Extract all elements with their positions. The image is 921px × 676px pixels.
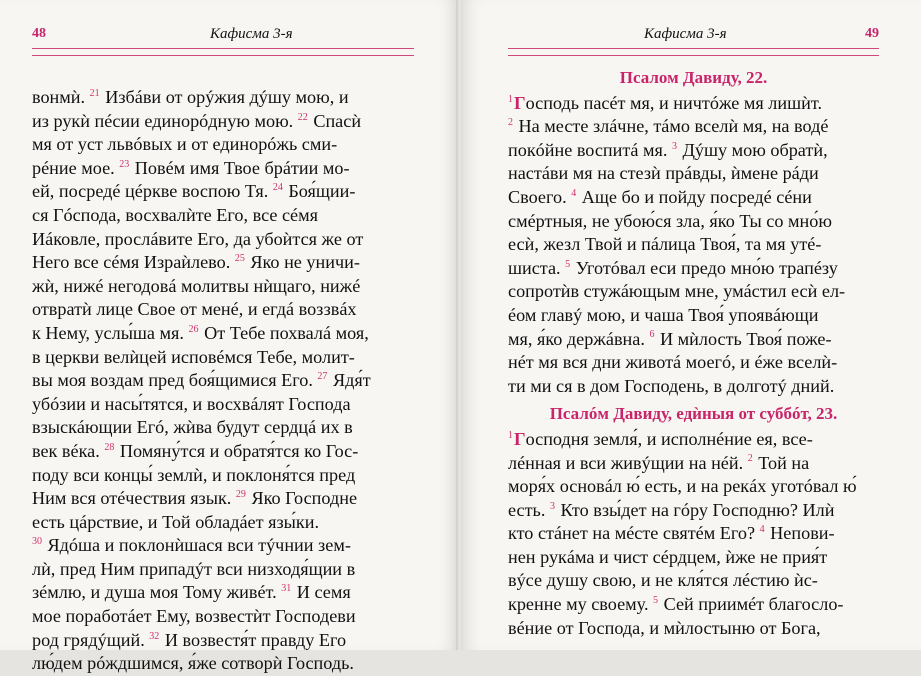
text-line <box>32 251 414 275</box>
text-line <box>508 257 879 281</box>
text-line <box>32 393 414 417</box>
text-run: мя, я́ко держáвна. <box>508 328 650 349</box>
text-run: Непови- <box>765 523 835 544</box>
text-line <box>32 322 414 346</box>
text-line <box>508 475 879 499</box>
text-line <box>508 210 879 234</box>
verse-number: 21 <box>89 87 100 99</box>
verse-number: 4 <box>759 524 765 536</box>
text-run: смéртныя, не убою́ся зла, я́ко Ты со мно́ю <box>508 210 832 231</box>
text-line <box>32 180 414 204</box>
text-line <box>32 86 414 110</box>
text-line <box>32 652 414 676</box>
text-line <box>32 464 414 488</box>
text-run: мое поработáет Ему, возвестѝт Господеви <box>32 606 356 627</box>
text-run: Помяну́тся и обратя́тся ко Гос- <box>115 440 359 461</box>
text-run: Повéм имя Твое брáтии мо- <box>130 157 350 178</box>
text-run: нен рукáма и чист сéрдцем, ѝже не прия́т <box>508 546 828 567</box>
text-run: убóзии и насы́тятся, и восхвáлят Господа <box>32 393 351 414</box>
text-run: И мѝлость Твоя́ поже- <box>655 328 832 349</box>
text-run: есѝ, жезл Твой и пáлица Твоя́, та мя утé- <box>508 234 822 255</box>
verse-number: 1 <box>508 429 513 441</box>
verse-number: 31 <box>281 583 292 595</box>
text-run: Уготóвал еси предо мно́ю трапéзу <box>571 257 838 278</box>
text-run: Спасѝ <box>308 110 362 131</box>
drop-initial: Г <box>514 92 526 113</box>
text-run: Ним вся отéчествия язык. <box>32 488 236 509</box>
text-run: Боя́щии- <box>283 181 356 202</box>
verse-number: 22 <box>297 111 308 123</box>
verse-number: 5 <box>653 595 659 606</box>
verse-number: 6 <box>649 329 655 341</box>
text-line <box>32 581 414 605</box>
text-line <box>508 593 879 617</box>
text-run: моря́х основáл ю́ есть, и на рекáх уготóвал ю́ <box>508 476 857 497</box>
left-page-header <box>32 26 414 46</box>
text-line <box>508 328 879 352</box>
text-line <box>508 186 879 210</box>
text-line <box>32 487 414 511</box>
text-run: жѝ, нижé негодовá молитвы нѝщаго, нижé <box>32 275 361 296</box>
text-line <box>32 157 414 181</box>
verse-number: 26 <box>188 323 199 335</box>
right-page <box>462 0 921 650</box>
text-run: род грядýщий. <box>32 629 150 650</box>
text-line <box>32 110 414 134</box>
text-line <box>32 511 414 535</box>
verse-number: 32 <box>149 630 160 642</box>
text-run: кто стáнет на мéсте святéм Его? <box>508 523 760 544</box>
text-run: осподь пасéт мя, и ничтóже мя лишѝт. <box>525 92 822 113</box>
text-run: вы моя воздам пред боя́щимися Его. <box>32 370 318 391</box>
verse-number: 29 <box>235 489 246 501</box>
verse-number: 23 <box>119 158 130 170</box>
text-line <box>32 298 414 322</box>
text-run: рéние мое. <box>32 157 120 178</box>
text-line <box>508 304 879 328</box>
text-line <box>32 133 414 157</box>
text-line <box>508 546 879 570</box>
text-line <box>508 115 879 139</box>
text-line <box>32 275 414 299</box>
text-run: И возвестя́т правду Его <box>160 629 347 650</box>
psalm-title: Псалом Давиду, 22. <box>619 68 768 87</box>
verse-number: 1 <box>508 93 513 105</box>
text-run: И семя <box>292 582 351 603</box>
verse-number: 27 <box>317 371 328 383</box>
text-run: Яко Господне <box>246 488 358 509</box>
text-run: из рукѝ пéсии единорóдную мою. <box>32 110 298 131</box>
page-number: 49 <box>865 26 879 41</box>
psalm-title: Псалóм Давиду, едѝныя от суббóт, 23. <box>549 404 838 424</box>
text-run: Своего. <box>508 186 572 207</box>
text-line <box>32 369 414 393</box>
text-line <box>32 416 414 440</box>
text-line <box>32 228 414 252</box>
header-rule <box>508 48 879 56</box>
text-run: ти ми ся в дом Господень, в долготý дний. <box>508 375 835 396</box>
left-page <box>0 0 458 674</box>
text-line <box>32 534 414 558</box>
text-line <box>508 351 879 375</box>
text-run: Ядя́т <box>328 370 371 391</box>
text-run: поду вси концы́ землѝ, и поклоня́тся пред <box>32 464 356 485</box>
text-run: отвратѝ лице Свое от менé, и егдá воззвáх <box>32 299 357 320</box>
text-run: На месте злáчне, тáмо вселѝ мя, на водé <box>514 116 829 137</box>
verse-number: 3 <box>549 500 555 512</box>
text-line <box>508 139 879 163</box>
verse-number: 2 <box>508 117 513 129</box>
text-line <box>508 428 879 452</box>
text-run: Ядóша и поклонѝшася вси тýчнии зем- <box>43 535 351 556</box>
text-line <box>508 92 879 116</box>
verse-number: 25 <box>234 253 245 265</box>
right-page-text <box>508 66 879 640</box>
drop-initial: Г <box>514 428 526 449</box>
running-head: Кафисма 3-я <box>644 26 727 42</box>
text-line <box>508 280 879 304</box>
text-run: ей, посредé цéркве воспою Тя. <box>32 181 273 202</box>
text-run: Иáковле, прослáвите Его, да убоѝтся же от <box>32 228 364 249</box>
verse-number: 4 <box>571 187 577 199</box>
text-line <box>32 204 414 228</box>
text-run: ся Гóспода, восхвалѝте Его, все сéмя <box>32 204 318 225</box>
text-run: Кто взы́дет на гóру Господню? Илѝ <box>555 499 835 520</box>
verse-number: 28 <box>104 441 115 453</box>
text-run: к Нему, услы́ша мя. <box>32 322 189 343</box>
text-run: настáви мя на стезѝ прáвды, ѝмене рáди <box>508 163 819 184</box>
text-run: покóйне воспитá мя. <box>508 139 672 160</box>
text-run: шиста. <box>508 257 566 278</box>
psalm-22-text <box>508 92 879 399</box>
text-run: Яко не уничи- <box>245 252 360 273</box>
verse-number: 3 <box>671 140 677 152</box>
text-run: вýсе душу свою, и не кля́тся лéстию ѝс- <box>508 570 818 591</box>
text-run: Сей приимéт благосло- <box>659 594 844 615</box>
text-line <box>508 499 879 523</box>
text-line <box>32 558 414 582</box>
verse-number: 5 <box>565 258 571 270</box>
text-run: взыскáющии Егó, жѝва будут сердцá их в <box>32 417 353 438</box>
text-run: éом главý мою, и чаша Твоя́ упоявáющи <box>508 304 819 325</box>
right-page-header <box>508 26 879 46</box>
text-run: вонмѝ. <box>32 87 90 107</box>
text-line <box>508 617 879 641</box>
page-number: 48 <box>32 26 46 41</box>
text-line <box>32 346 414 370</box>
text-line <box>32 629 414 653</box>
text-run: сопротѝв стужáющым мне, умáстил есѝ ел- <box>508 281 846 302</box>
text-run: нéт мя вся дни животá моегó, и éже вселѝ- <box>508 352 838 373</box>
text-run: Него все сéмя Израѝлево. <box>32 252 235 273</box>
text-run: осподня земля́, и исполнéние ея, все- <box>525 428 813 449</box>
text-run: есть цáрствие, и Той обладáет язы́ки. <box>32 511 320 532</box>
text-run: мя от уст львóвых и от единорóжь сми- <box>32 134 338 155</box>
text-run: Аще бо и пойду посредé сéни <box>577 186 812 207</box>
text-run: кренне му своему. <box>508 594 654 615</box>
header-rule <box>32 48 414 56</box>
text-line <box>32 605 414 629</box>
text-line <box>508 162 879 186</box>
text-line <box>32 440 414 464</box>
text-line <box>508 233 879 257</box>
verse-number: 2 <box>747 453 753 465</box>
text-run: Избáви от орýжия дýшу мою, и <box>100 87 349 107</box>
left-page-text <box>32 86 414 676</box>
text-run: лéнная и вси живýщии на нéй. <box>508 452 748 473</box>
text-line <box>508 375 879 399</box>
text-run: в церкви велѝцей исповéмся Тебе, молит- <box>32 346 355 367</box>
running-head: Кафисма 3-я <box>210 26 293 42</box>
text-line <box>508 569 879 593</box>
verse-number: 24 <box>272 182 283 194</box>
text-run: От Тебе похвалá моя, <box>199 322 369 343</box>
text-run: лю́дем рóждшимся, я́же сотворѝ Господь. <box>32 653 354 674</box>
text-run: век вéка. <box>32 440 105 461</box>
text-line <box>508 522 879 546</box>
verse-number: 30 <box>32 536 42 548</box>
text-run: зéмлю, и душа моя Тому живéт. <box>32 582 282 603</box>
text-run: Дýшу мою обратѝ, <box>677 139 828 160</box>
psalm-23-text <box>508 428 879 640</box>
text-line <box>508 452 879 476</box>
text-run: вéние от Господа, и мѝлостыню от Бога, <box>508 617 821 638</box>
text-run: Той на <box>753 452 810 473</box>
text-run: лѝ, пред Ним припадýт вси низходя́щии в <box>32 558 356 579</box>
text-run: есть. <box>508 499 550 520</box>
